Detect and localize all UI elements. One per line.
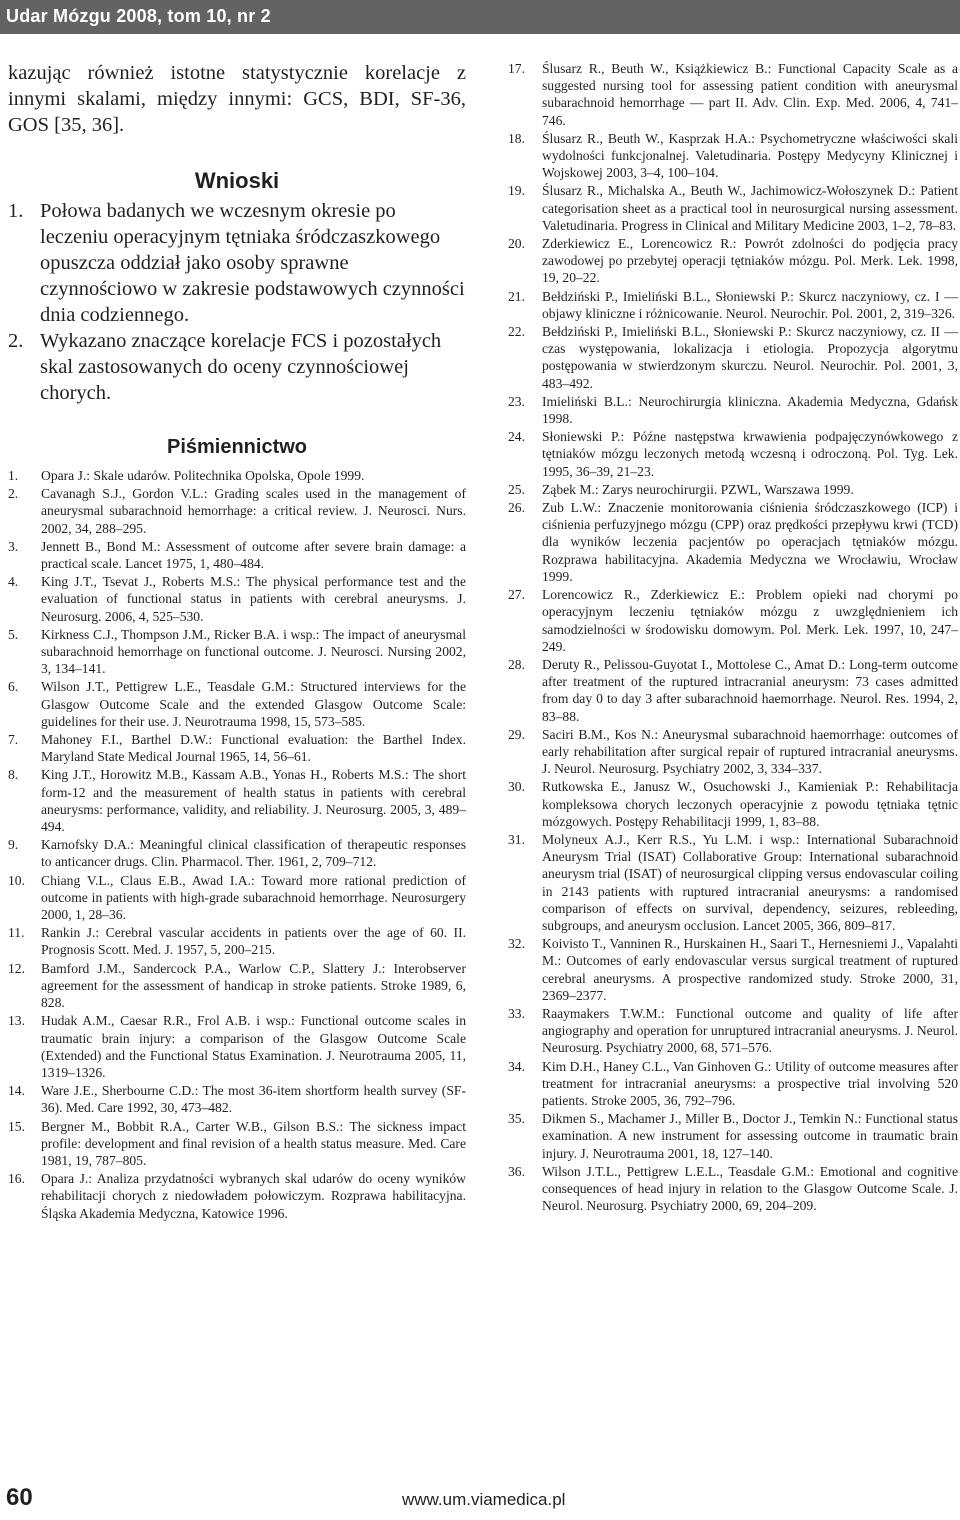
- conclusion-item: [8, 328, 466, 406]
- conclusion-text: Połowa badanych we wczesnym okresie po leczeniu operacyjnym tętniaka śródczaszkowego opuszcza oddział jako osoby sprawne czynnościowo w zakresie podstawowych czynności dnia codziennego.: [40, 200, 465, 326]
- reference-item: [508, 130, 958, 182]
- reference-text: Mahoney F.I., Barthel D.W.: Functional evaluation: the Barthel Index. Maryland State Medical Journal 1965, 14, 56–61.: [41, 732, 466, 765]
- reference-number: 23.: [508, 393, 525, 409]
- reference-item: [8, 1170, 466, 1222]
- reference-number: 5.: [8, 626, 19, 642]
- reference-text: Bamford J.M., Sandercock P.A., Warlow C.P., Slattery J.: Interobserver agreement for the assessment of handicap in stroke patients. Stroke 1989, 6, 828.: [41, 960, 466, 1011]
- reference-item: [508, 323, 958, 392]
- reference-text: Opara J.: Analiza przydatności wybranych skal udarów do oceny wyników rehabilitacji chorych z niedowładem połowiczym. Rozprawa habilitacyjna. Śląska Akademia Medyczna, Katowice 1996.: [41, 1171, 466, 1221]
- reference-text: Wilson J.T., Pettigrew L.E., Teasdale G.M.: Structured interviews for the Glasgow Outcome Scale and the extended Glasgow Outcome Scale: guidelines for their use. J. Neurotrauma 1998, 15, 573–585.: [41, 679, 466, 729]
- reference-text: Dikmen S., Machamer J., Miller B., Doctor J., Temkin N.: Functional status examination. A new instrument for assessing outcome in traumatic brain injury. J. Neurotrauma 2001, 18, 127–140.: [542, 1111, 958, 1161]
- reference-number: 16.: [8, 1171, 25, 1187]
- reference-item: [508, 182, 958, 234]
- reference-number: 1.: [8, 468, 19, 483]
- reference-number: 26.: [508, 500, 525, 516]
- reference-item: [508, 726, 958, 778]
- reference-text: Raaymakers T.W.M.: Functional outcome and quality of life after angiography and operation for unruptured intracranial aneurysms. J. Neurol. Neurosurg. Psychiatry 2000, 68, 571–576.: [542, 1005, 958, 1056]
- reference-text: Chiang V.L., Claus E.B., Awad I.A.: Toward more rational prediction of outcome in patients with high-grade subarachnoid hemorrhage. Neurosurgery 2000, 1, 28–36.: [41, 872, 466, 923]
- page-number: 60: [6, 1484, 33, 1511]
- reference-item: [8, 960, 466, 1012]
- reference-text: Ślusarz R., Beuth W., Kasprzak H.A.: Psychometryczne właściwości skali wydolności funkcjonalnej. Valetudinaria. Postępy Medycyny Klinicznej i Wojskowej 2003, 3–4, 100–104.: [542, 130, 958, 181]
- reference-number: 4.: [8, 574, 19, 590]
- reference-item: [8, 766, 466, 835]
- reference-text: Bełdziński P., Imieliński B.L., Słoniewski P.: Skurcz naczyniowy, cz. II — czas występowania, lokalizacja i etiologia. Propozycja algorytmu postępowania w stwierdzonym skurczu. Neurol. Neurochir. Pol. 2001, 3, 483–492.: [542, 324, 958, 391]
- reference-item: [8, 1012, 466, 1081]
- reference-number: 29.: [508, 726, 525, 742]
- reference-text: Koivisto T., Vanninen R., Hurskainen H., Saari T., Hernesniemi J., Vapalahti M.: Outcomes of early endovascular versus surgical treatment of ruptured cerebral aneurysms. A prospective randomized study. Stroke 2000, 31, 2369–2377.: [542, 936, 958, 1003]
- reference-item: [8, 573, 466, 625]
- reference-text: Molyneux A.J., Kerr R.S., Yu L.M. i wsp.: International Subarachnoid Aneurysm Trial (ISAT) Collaborative Group: International subarachnoid aneurysm trial (ISAT) of neurosurgical clipping versus endovascular coiling in 2143 patients with ruptured intracranial aneurysms: a randomised comparison of effects on survival, dependency, seizures, rebleeding, subgroups, and aneurysm occlusion. Lancet 2005, 366, 809–817.: [542, 831, 958, 933]
- reference-number: 18.: [508, 130, 525, 146]
- right-column: [508, 60, 958, 1214]
- reference-item: [508, 935, 958, 1004]
- reference-number: 35.: [508, 1111, 525, 1127]
- reference-text: King J.T., Tsevat J., Roberts M.S.: The physical performance test and the evaluation of functional status in patients with cerebral aneurysms. J. Neurosurg. 2006, 4, 525–530.: [41, 574, 466, 624]
- reference-number: 33.: [508, 1005, 525, 1021]
- reference-number: 2.: [8, 486, 19, 502]
- reference-item: [508, 60, 958, 129]
- reference-text: Rankin J.: Cerebral vascular accidents in patients over the age of 60. II. Prognosis Scott. Med. J. 1957, 5, 200–215.: [41, 925, 466, 958]
- references-heading: Piśmiennictwo: [166, 436, 308, 458]
- reference-text: Kirkness C.J., Thompson J.M., Ricker B.A. i wsp.: The impact of aneurysmal subarachnoid hemorrhage on functional outcome. J. Neurosci. Nursing 2002, 3, 134–141.: [41, 626, 466, 677]
- reference-number: 27.: [508, 587, 525, 603]
- reference-text: Bergner M., Bobbit R.A., Carter W.B., Gilson B.S.: The sickness impact profile: development and final revision of a health status measure. Med. Care 1981, 19, 787–805.: [41, 1118, 466, 1168]
- reference-item: [508, 393, 958, 427]
- reference-item: [508, 656, 958, 725]
- reference-number: 6.: [8, 679, 19, 695]
- reference-number: 31.: [508, 831, 525, 847]
- reference-item: [8, 924, 466, 958]
- reference-item: [508, 1058, 958, 1110]
- lead-paragraph: kazując również istotne statystycznie korelacje z innymi skalami, między innymi: GCS, BDI, SF-36, GOS [35, 36].: [8, 62, 466, 136]
- conclusion-text: Wykazano znaczące korelacje FCS i pozostałych skal zastosowanych do oceny czynnościowej chorych.: [40, 330, 442, 404]
- reference-number: 7.: [8, 732, 19, 748]
- journal-title: Udar Mózgu 2008, tom 10, nr 2: [6, 6, 271, 26]
- reference-item: [8, 538, 466, 572]
- reference-number: 19.: [508, 183, 525, 199]
- references-list-right: [508, 60, 958, 1214]
- reference-item: [508, 1110, 958, 1162]
- reference-number: 21.: [508, 288, 525, 304]
- journal-header-bar: [0, 0, 960, 34]
- reference-text: Jennett B., Bond M.: Assessment of outcome after severe brain damage: a practical scale. Lancet 1975, 1, 480–484.: [41, 538, 466, 572]
- reference-text: Ware J.E., Sherbourne C.D.: The most 36-item shortform health survey (SF-36). Med. Care 1992, 30, 473–482.: [41, 1083, 466, 1116]
- reference-number: 25.: [508, 481, 525, 497]
- reference-item: [8, 1082, 466, 1116]
- reference-text: King J.T., Horowitz M.B., Kassam A.B., Yonas H., Roberts M.S.: The short form-12 and the measurement of health status in patients with cerebral aneurysms: performance, validity, and reliability. J. Neurosurg. 2005, 3, 489–494.: [41, 767, 466, 835]
- reference-item: [8, 678, 466, 730]
- reference-text: Kim D.H., Haney C.L., Van Ginhoven G.: Utility of outcome measures after treatment for intracranial aneurysms: a prospective trial involving 520 patients. Stroke 2005, 36, 792–796.: [542, 1058, 958, 1108]
- reference-number: 10.: [8, 872, 25, 888]
- reference-number: 30.: [508, 779, 525, 795]
- reference-text: Cavanagh S.J., Gordon V.L.: Grading scales used in the management of aneurysmal subarachnoid hemorrhage: a critical review. J. Neurosci. Nurs. 2002, 34, 288–295.: [41, 486, 466, 536]
- reference-item: [8, 485, 466, 537]
- reference-text: Rutkowska E., Janusz W., Osuchowski J., Kamieniak P.: Rehabilitacja kompleksowa chorych leczonych operacyjnie z powodu tętniaka tętnic mózgowych. Postępy Rehabilitacji 1999, 1, 83–88.: [542, 779, 958, 829]
- reference-text: Ząbek M.: Zarys neurochirurgii. PZWL, Warszawa 1999.: [542, 481, 854, 497]
- reference-item: [508, 288, 958, 322]
- reference-item: [8, 467, 466, 484]
- reference-item: [508, 428, 958, 480]
- reference-number: 32.: [508, 936, 525, 952]
- reference-text: Ślusarz R., Michalska A., Beuth W., Jachimowicz-Wołoszynek D.: Patient categorisation sheet as a practical tool in neurosurgical nursing assessment. Valetudinaria. Progress in Clinical and Military Medicine 2003, 1–2, 78–83.: [542, 183, 958, 233]
- reference-number: 13.: [8, 1013, 25, 1029]
- reference-item: [508, 235, 958, 287]
- reference-item: [8, 872, 466, 924]
- reference-item: [508, 1163, 958, 1215]
- reference-item: [508, 831, 958, 934]
- reference-text: Bełdziński P., Imieliński B.L., Słoniewski P.: Skurcz naczyniowy, cz. I — objawy kliniczne i różnicowanie. Neurol. Neurochir. Pol. 2001, 2, 319–326.: [542, 288, 958, 321]
- reference-text: Zderkiewicz E., Lorencowicz R.: Powrót zdolności do podjęcia pracy zawodowej po przebytej operacji tętniaków mózgu. Pol. Merk. Lek. 1998, 19, 20–22.: [542, 236, 958, 286]
- left-column: [8, 60, 466, 1222]
- reference-number: 12.: [8, 960, 25, 976]
- reference-number: 17.: [508, 61, 525, 76]
- conclusion-number: 1.: [8, 200, 24, 222]
- reference-number: 8.: [8, 767, 19, 783]
- reference-number: 11.: [8, 925, 25, 941]
- reference-number: 36.: [508, 1163, 525, 1179]
- reference-item: [508, 586, 958, 655]
- reference-number: 22.: [508, 324, 525, 340]
- reference-item: [508, 481, 958, 498]
- conclusion-number: 2.: [8, 330, 24, 352]
- conclusions-list: [8, 198, 466, 406]
- references-list-left: [8, 467, 466, 1222]
- reference-text: Zub L.W.: Znaczenie monitorowania ciśnienia śródczaszkowego (ICP) i ciśnienia perfuzyjnego mózgu (CPP) oraz prędkości przepływu krwi (TCD) dla wyników leczenia pacjentów po operacjach tętniaków mózgu. Rozprawa habilitacyjna. Akademia Medyczna we Wrocławiu, Wrocław 1999.: [542, 500, 958, 584]
- reference-text: Wilson J.T.L., Pettigrew L.E.L., Teasdale G.M.: Emotional and cognitive consequences of head injury in relation to the Glasgow Outcome Scale. J. Neurol. Neurosurg. Psychiatry 2000, 69, 204–209.: [542, 1163, 958, 1214]
- footer-url: www.um.viamedica.pl: [402, 1490, 566, 1509]
- reference-item: [508, 778, 958, 830]
- reference-item: [8, 1118, 466, 1170]
- reference-text: Opara J.: Skale udarów. Politechnika Opolska, Opole 1999.: [41, 468, 365, 483]
- reference-number: 20.: [508, 236, 525, 252]
- reference-number: 9.: [8, 837, 19, 853]
- conclusions-heading: Wnioski: [194, 168, 280, 193]
- reference-text: Słoniewski P.: Późne następstwa krwawienia podpajęczynówkowego z tętniaków mózgu leczonych metodą wczesną i odroczoną. Pol. Tyg. Lek. 1995, 36–39, 21–23.: [542, 429, 958, 479]
- reference-text: Saciri B.M., Kos N.: Aneurysmal subarachnoid haemorrhage: outcomes of early rehabilitation after surgical repair of ruptured intracranial aneurysms. J. Neurol. Neurosurg. Psychiatry 2002, 3, 334–337.: [542, 726, 958, 777]
- reference-number: 28.: [508, 656, 525, 672]
- reference-number: 34.: [508, 1058, 525, 1074]
- reference-number: 14.: [8, 1083, 25, 1099]
- reference-text: Lorencowicz R., Zderkiewicz E.: Problem opieki nad chorymi po operacyjnym leczeniu tętniaków mózgu z uwzględnieniem ich samodzielności w środowisku domowym. Pol. Merk. Lek. 1997, 10, 247–249.: [542, 587, 958, 654]
- reference-number: 15.: [8, 1118, 25, 1134]
- reference-item: [508, 499, 958, 585]
- reference-item: [8, 626, 466, 678]
- reference-text: Ślusarz R., Beuth W., Książkiewicz B.: Functional Capacity Scale as a suggested nursing tool for assessing patient condition with aneurysmal subarachnoid hemorrhage — part II. Adv. Clin. Exp. Med. 2006, 4, 741–746.: [542, 61, 958, 128]
- reference-item: [8, 836, 466, 870]
- reference-text: Karnofsky D.A.: Meaningful clinical classification of therapeutic responses to anticancer drugs. Clin. Pharmacol. Ther. 1961, 2, 709–712.: [41, 837, 466, 870]
- reference-number: 3.: [8, 538, 19, 554]
- reference-item: [508, 1005, 958, 1057]
- reference-number: 24.: [508, 429, 525, 445]
- reference-text: Deruty R., Pelissou-Guyotat I., Mottolese C., Amat D.: Long-term outcome after treatment of the ruptured intracranial aneurysm: 73 cases admitted from day 0 to day 3 after subarachnoid haemorrhage. Neurol. Res. 1994, 2, 83–88.: [542, 656, 958, 724]
- reference-text: Imieliński B.L.: Neurochirurgia kliniczna. Akademia Medyczna, Gdańsk 1998.: [542, 393, 958, 427]
- reference-text: Hudak A.M., Caesar R.R., Frol A.B. i wsp.: Functional outcome scales in traumatic brain injury: a comparison of the Glasgow Outcome Scale (Extended) and the Functional Status Examination. J. Neurotrauma 2005, 11, 1319–1326.: [41, 1013, 466, 1080]
- reference-item: [8, 731, 466, 765]
- conclusion-item: [8, 198, 466, 328]
